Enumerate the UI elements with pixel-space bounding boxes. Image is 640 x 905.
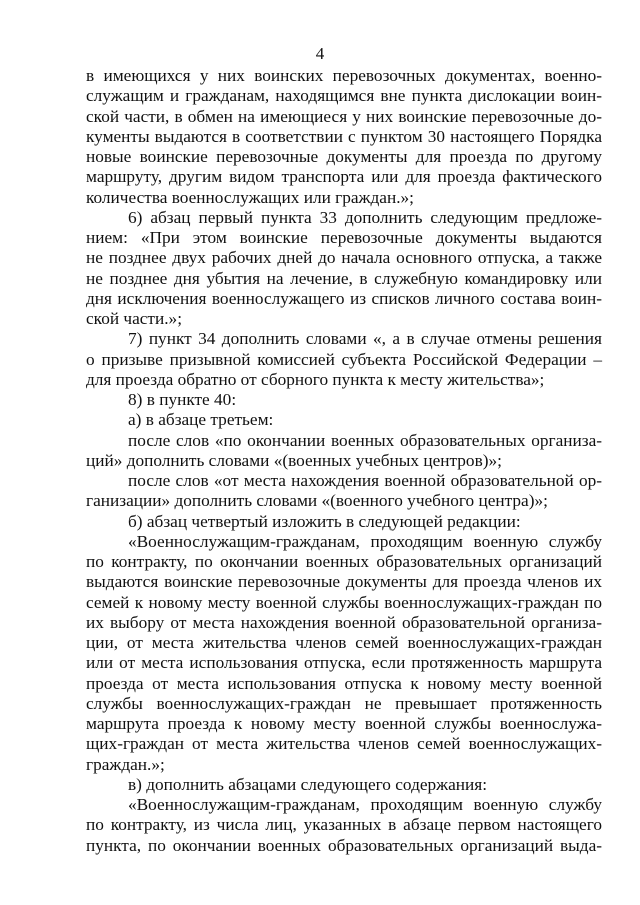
text-line: ской части.»; bbox=[86, 309, 182, 328]
text-line: а) в абзаце третьем: bbox=[128, 410, 274, 430]
text-line: по контракту, по окончании военных образовательных организаций bbox=[86, 552, 602, 571]
text-line: выдаются воинские перевозочные документы для проезда членов их bbox=[86, 572, 602, 592]
text-line: ганизации» дополнить словами «(военного учебного центра)»; bbox=[86, 491, 548, 511]
text-line: «Военнослужащим-гражданам, проходящим военную службу bbox=[128, 531, 602, 551]
document-body bbox=[86, 66, 602, 856]
text-line: нием: «При этом воинские перевозочные документы выдаются bbox=[86, 228, 602, 247]
text-line: службы военнослужащих-граждан не превышает протяженность bbox=[86, 693, 602, 713]
text-line: «Военнослужащим-гражданам, проходящим военную службу bbox=[128, 795, 602, 814]
text-line: щих-граждан от места жительства членов семей военнослужащих- bbox=[86, 734, 602, 754]
text-line: по контракту, из числа лиц, указанных в абзаце первом настоящего bbox=[86, 815, 602, 835]
text-line: маршруту, другим видом транспорта или для проезда фактического bbox=[86, 167, 602, 187]
text-line: или от места использования отпуска, если протяженность маршрута bbox=[86, 653, 602, 673]
text-line: проезда от места использования отпуска к новому месту военной bbox=[86, 673, 602, 693]
text-line: маршрута проезда к новому месту военной службы военнослужа- bbox=[86, 714, 602, 733]
text-line: ской части, в обмен на имеющиеся у них воинские перевозочные до- bbox=[86, 106, 602, 126]
text-line: семей к новому месту военной службы военнослужащих-граждан по bbox=[86, 592, 602, 612]
text-line: б) абзац четвертый изложить в следующей редакции: bbox=[128, 511, 521, 531]
text-line: ций» дополнить словами «(военных учебных центров)»; bbox=[86, 450, 502, 470]
text-line: граждан.»; bbox=[86, 754, 165, 774]
text-line: не позднее дня убытия на лечение, в служебную командировку или bbox=[86, 268, 602, 288]
page-number: 4 bbox=[315, 44, 325, 63]
text-line: кументы выдаются в соответствии с пунктом 30 настоящего Порядка bbox=[86, 126, 602, 146]
text-line: служащим и гражданам, находящимся вне пункта дислокации воин- bbox=[86, 86, 602, 106]
text-line: дня исключения военнослужащего из списков личного состава воин- bbox=[86, 288, 602, 308]
text-line: ции, от места жительства членов семей военнослужащих-граждан bbox=[86, 633, 602, 652]
text-line: пункта, по окончании военных образовательных организаций выда- bbox=[86, 835, 602, 855]
text-line: в) дополнить абзацами следующего содержания: bbox=[128, 774, 488, 794]
text-line: не позднее двух рабочих дней до начала основного отпуска, а также bbox=[86, 248, 602, 268]
text-line: о призыве призывной комиссией субъекта Российской Федерации – bbox=[86, 349, 602, 369]
text-line: 6) абзац первый пункта 33 дополнить следующим предложе- bbox=[128, 207, 602, 227]
text-line: новые воинские перевозочные документы для проезда по другому bbox=[86, 147, 602, 166]
text-line: 7) пункт 34 дополнить словами «, а в случае отмены решения bbox=[128, 329, 602, 349]
text-line: после слов «от места нахождения военной образовательной ор- bbox=[128, 471, 602, 490]
text-line: для проезда обратно от сборного пункта к месту жительства»; bbox=[86, 369, 545, 389]
text-line: после слов «по окончании военных образовательных организа- bbox=[128, 430, 602, 450]
text-line: в имеющихся у них воинских перевозочных документах, военно- bbox=[86, 66, 602, 85]
text-line: 8) в пункте 40: bbox=[128, 390, 237, 409]
text-line: количества военнослужащих или граждан.»; bbox=[86, 187, 414, 207]
text-line: их выбору от места нахождения военной образовательной организа- bbox=[86, 612, 602, 632]
